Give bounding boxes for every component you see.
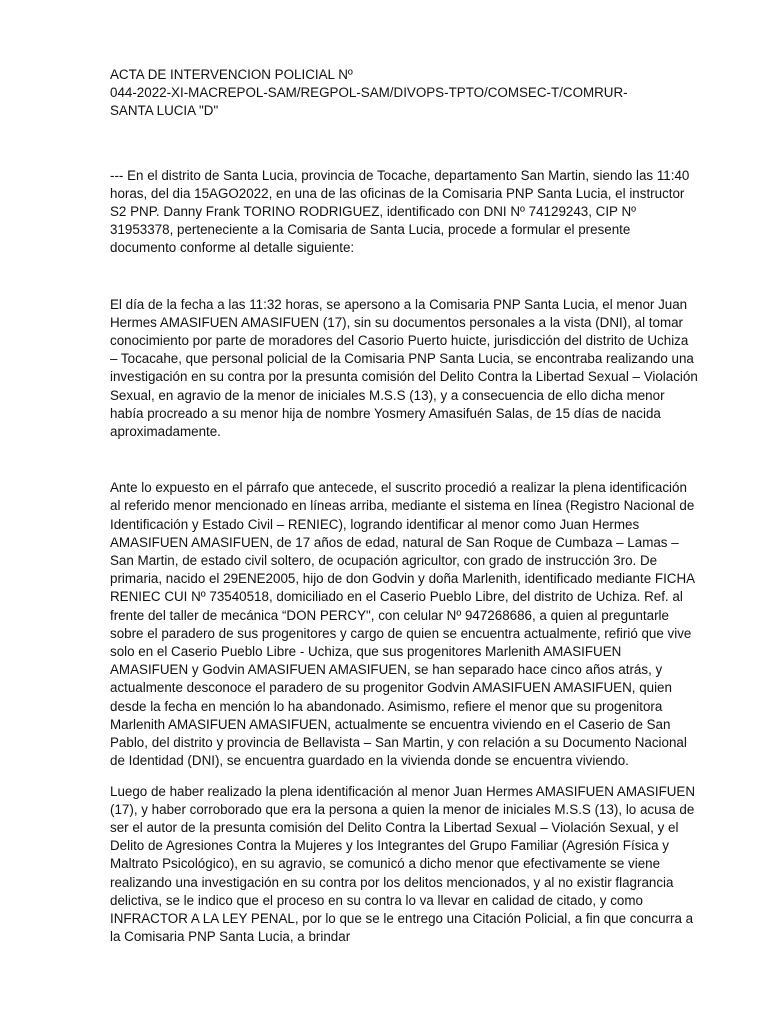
paragraph-identification: Ante lo expuesto en el párrafo que antecede, el suscrito procedió a realizar la plena identificación al referido menor mencionado en líneas arriba, mediante el sistema en línea (Registro Nacional de Identificación y Estado Civil – RENIEC), logrando identificar al menor como Juan Hermes AMASIFUEN AMASIFUEN, de 17 años de edad, natural de San Roque de Cumbaza – Lamas – San Martin, de estado civil soltero, de ocupación agricultor, con grado de instrucción 3ro. De primaria, nacido el 29ENE2005, hijo de don Godvin y doña Marlenith, identificado mediante FICHA RENIEC CUI Nº 73540518, domiciliado en el Caserio Pueblo Libre, del distrito de Uchiza. Ref. al frente del taller de mecánica “DON PERCY", con celular Nº 947268686, a quien al preguntarle sobre el paradero de sus progenitores y cargo de quien se encuentra actualmente, refirió que vive solo en el Caserio Pueblo Libre - Uchiza, que sus progenitores Marlenith AMASIFUEN AMASIFUEN y Godvin AMASIFUEN AMASIFUEN, se han separado hace cinco años atrás, y actualmente desconoce el paradero de su progenitor Godvin AMASIFUEN AMASIFUEN, quien desde la fecha en mención lo ha abandonado. Asimismo, refiere el menor que su progenitora Marlenith AMASIFUEN AMASIFUEN, actualmente se encuentra viviendo en el Caserio de San Pablo, del distrito y provincia de Bellavista – San Martin, y con relación a su Documento Nacional de Identidad (DNI), se encuentra guardado en la vivienda donde se encuentra viviendo. — [110, 480, 695, 769]
title-line-3: SANTA LUCIA "D" — [110, 103, 219, 119]
paragraph-citation: Luego de haber realizado la plena identificación al menor Juan Hermes AMASIFUEN AMASIFUEN (17), y haber corroborado que era la persona a quien la menor de iniciales M.S.S (13), lo acusa de ser el autor de la presunta comisión del Delito Contra la Libertad Sexual – Violación Sexual, y el Delito de Agresiones Contra la Mujeres y los Integrantes del Grupo Familiar (Agresión Física y Maltrato Psicológico), en su agravio, se comunicó a dicho menor que efectivamente se viene realizando una investigación en su contra por los delitos mencionados, y al no existir flagrancia delictiva, se le indico que el proceso en su contra lo va llevar en calidad de citado, y como INFRACTOR A LA LEY PENAL, por lo que se le entrego una Citación Policial, a fin que concurra a la Comisaria PNP Santa Lucia, a brindar — [110, 783, 696, 945]
paragraph-facts: El día de la fecha a las 11:32 horas, se apersono a la Comisaria PNP Santa Lucia, el menor Juan Hermes AMASIFUEN AMASIFUEN (17), sin su documentos personales a la vista (DNI), al tomar conocimiento por parte de moradores del Casorio Puerto huicte, jurisdicción del distrito de Uchiza – Tocacahe, que personal policial de la Comisaria PNP Santa Lucia, se encontraba realizando una investigación en su contra por la presunta comisión del Delito Contra la Libertad Sexual – Violación Sexual, en agravio de la menor de iniciales M.S.S (13), y a consecuencia de ello dicha menor había procreado a su menor hija de nombre Yosmery Amasifuén Salas, de 15 días de nacida aproximadamente. — [110, 296, 698, 440]
document-title — [110, 66, 698, 121]
title-line-1: ACTA DE INTERVENCION POLICIAL Nº — [110, 67, 353, 82]
document-body — [110, 66, 698, 946]
title-line-2: 044-2022-XI-MACREPOL-SAM/REGPOL-SAM/DIVOPS-TPTO/COMSEC-T/COMRUR- — [110, 85, 628, 101]
paragraph-intro: --- En el distrito de Santa Lucia, provincia de Tocache, departamento San Martin, siendo las 11:40 horas, del dia 15AGO2022, en una de las oficinas de la Comisaria PNP Santa Lucia, el instructor S2 PNP. Danny Frank TORINO RODRIGUEZ, identificado con DNI Nº 74129243, CIP Nº 31953378, perteneciente a la Comisaria de Santa Lucia, procede a formular el presente documento conforme al detalle siguiente: — [110, 167, 690, 256]
